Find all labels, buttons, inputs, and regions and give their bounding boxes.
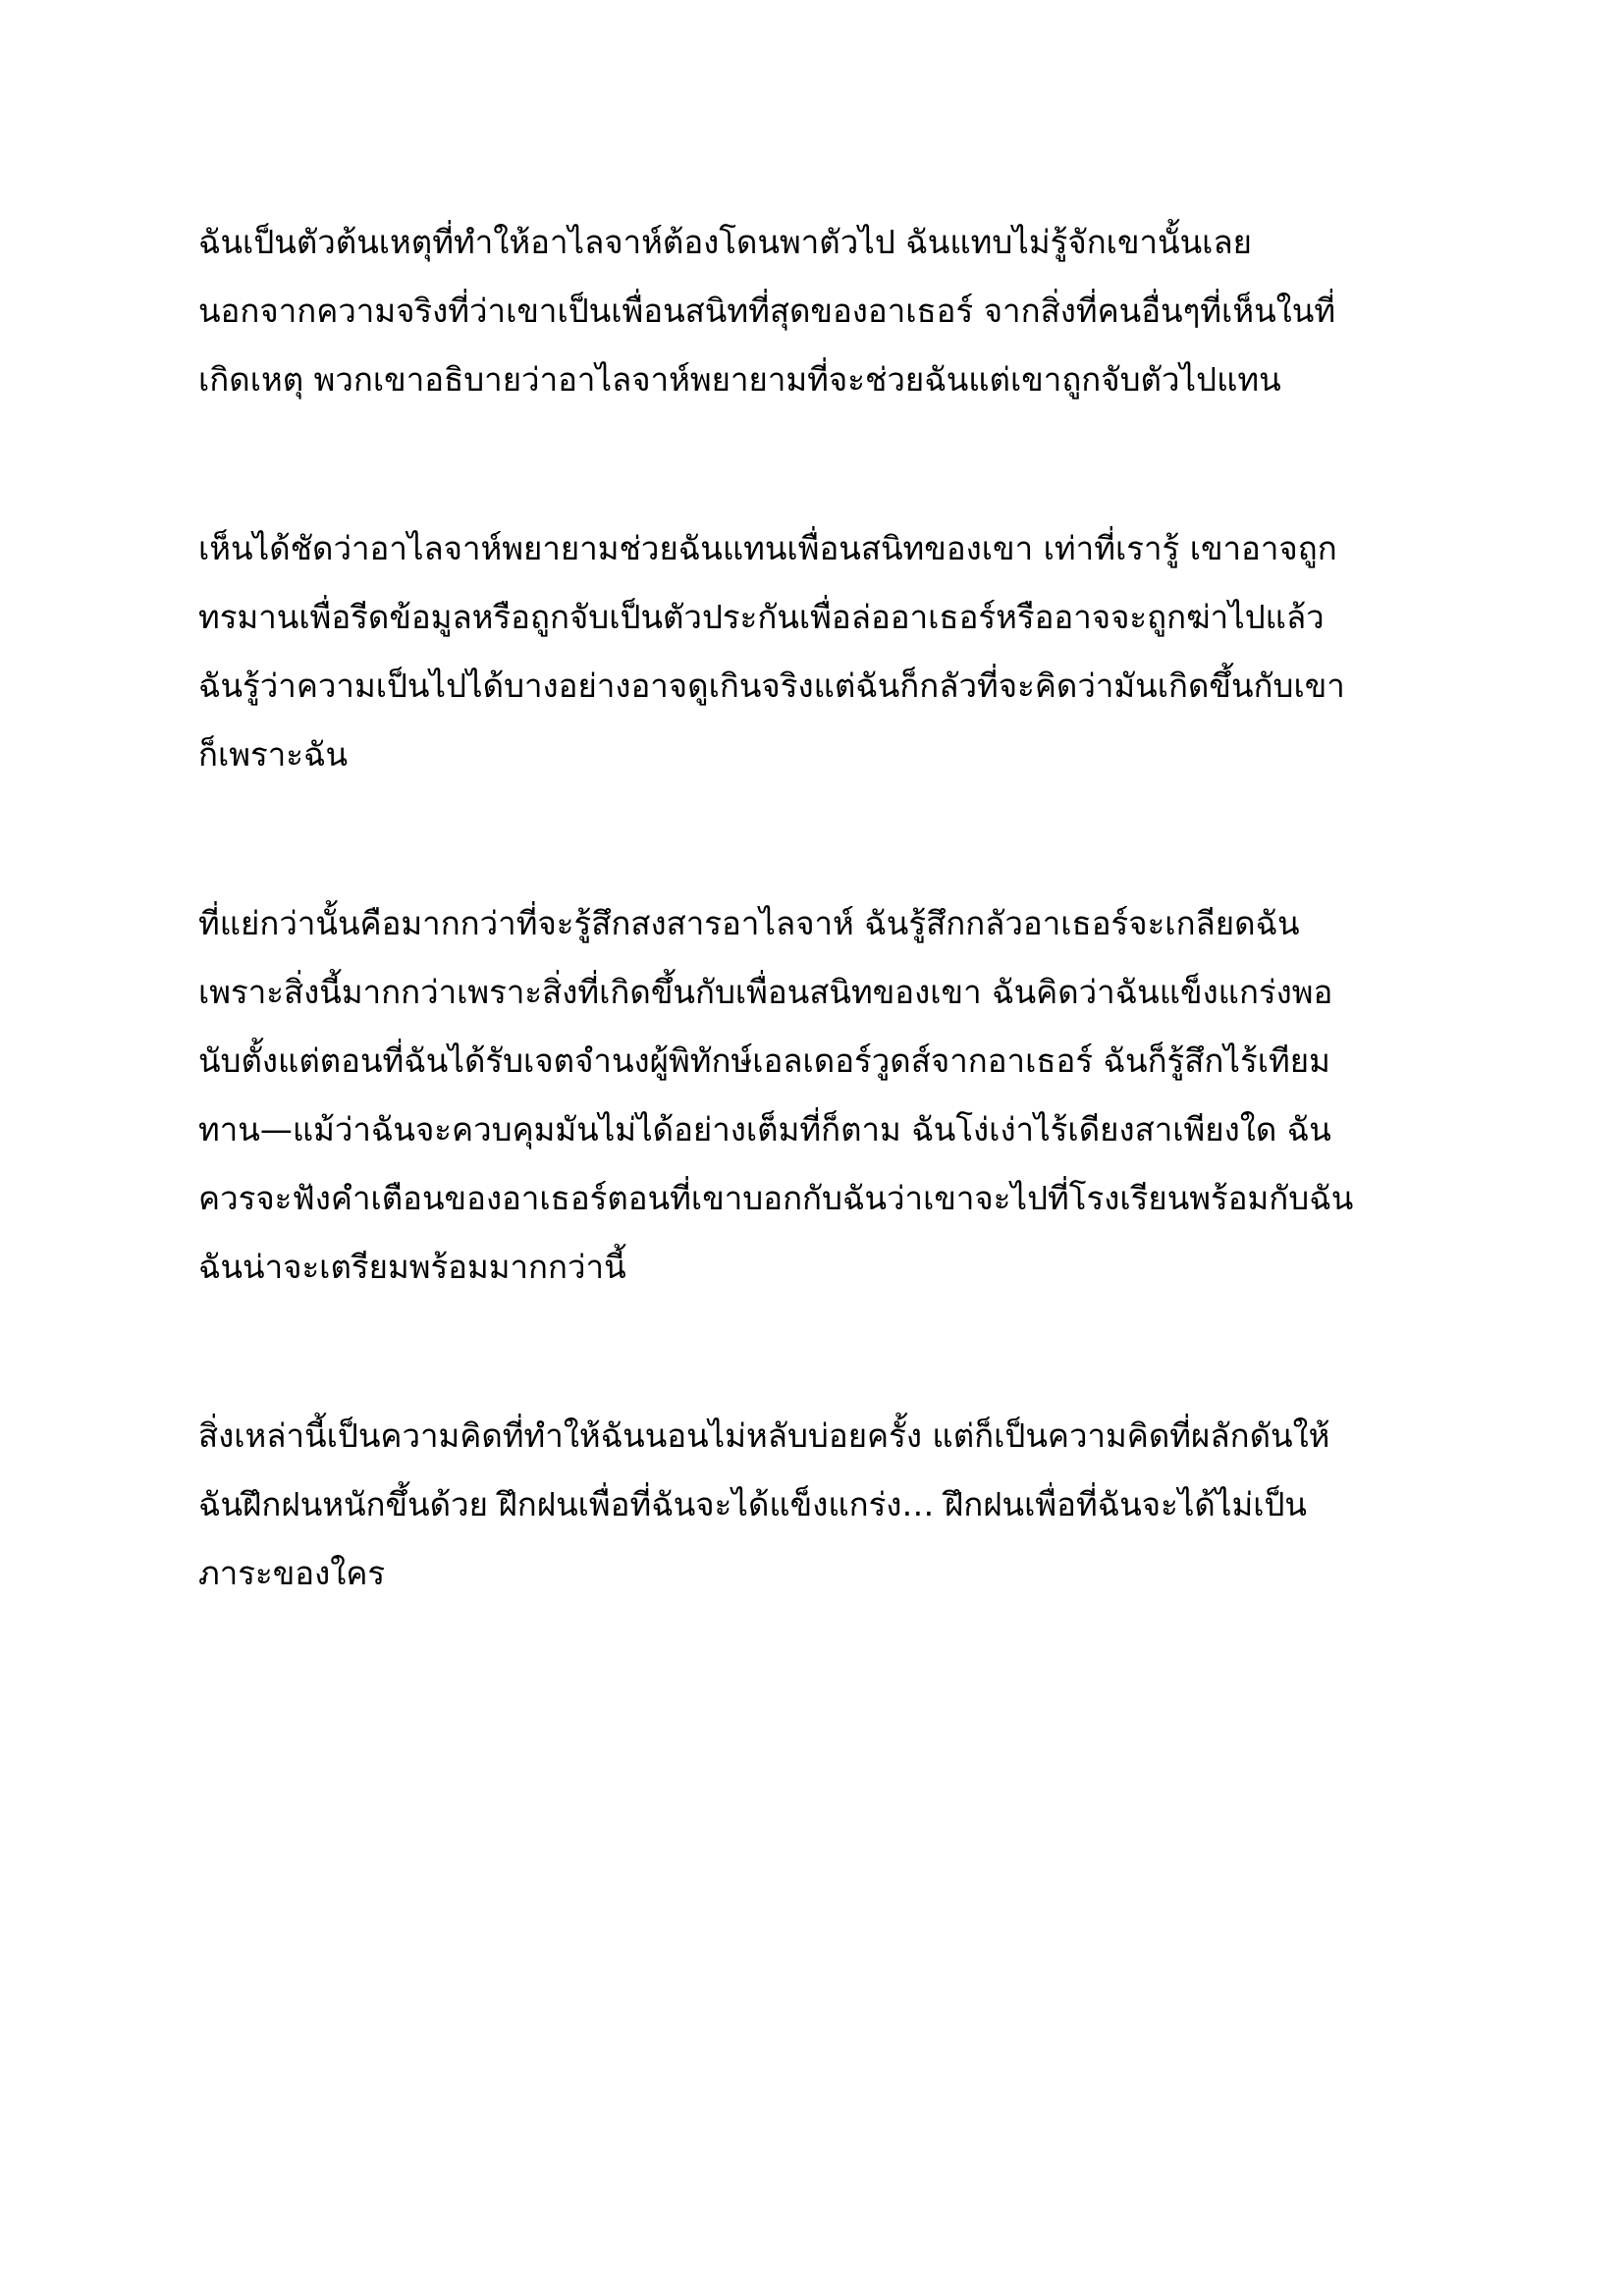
text-line: ที่แย่กว่านั้นคือมากกว่าที่จะรู้สึกสงสารอาไลจาห์ ฉันรู้สึกกลัวอาเธอร์จะเกลียดฉัน <box>198 904 1300 942</box>
body-text <box>198 208 1435 1708</box>
text-line: เห็นได้ชัดว่าอาไลจาห์พยายามช่วยฉันแทนเพื่อนสนิทของเขา เท่าที่เรารู้ เขาอาจถูก <box>198 529 1337 567</box>
text-line: เพราะสิ่งนี้มากกว่าเพราะสิ่งที่เกิดขึ้นกับเพื่อนสนิทของเขา ฉันคิดว่าฉันแข็งแกร่งพอ <box>198 973 1333 1011</box>
text-line: ฉันฝึกฝนหนักขึ้นด้วย ฝึกฝนเพื่อที่ฉันจะได้แข็งแกร่ง… ฝึกฝนเพื่อที่ฉันจะได้ไม่เป็น <box>198 1485 1307 1523</box>
text-line: ภาระของใคร <box>198 1554 386 1592</box>
paragraph-3 <box>198 889 1435 1302</box>
text-line: ทาน—แม้ว่าฉันจะควบคุมมันไม่ได้อย่างเต็มที่ก็ตาม ฉันโง่เง่าไร้เดียงสาเพียงใด ฉัน <box>198 1110 1331 1148</box>
text-line: นับตั้งแต่ตอนที่ฉันได้รับเจตจำนงผู้พิทักษ์เอลเดอร์วูดส์จากอาเธอร์ ฉันก็รู้สึกไร้เทียม <box>198 1041 1330 1080</box>
text-line: สิ่งเหล่านี้เป็นความคิดที่ทำให้ฉันนอนไม่หลับบ่อยครั้ง แต่ก็เป็นความคิดที่ผลักดันให้ <box>198 1416 1330 1455</box>
paragraph-4 <box>198 1402 1435 1608</box>
text-line: ฉันรู้ว่าความเป็นไปได้บางอย่างอาจดูเกินจริงแต่ฉันก็กลัวที่จะคิดว่ามันเกิดขึ้นกับเขา <box>198 667 1345 705</box>
text-line: ฉันเป็นตัวต้นเหตุที่ทำให้อาไลจาห์ต้องโดนพาตัวไป ฉันแทบไม่รู้จักเขานั้นเลย <box>198 223 1252 261</box>
paragraph-1 <box>198 208 1435 414</box>
text-line: ควรจะฟังคำเตือนของอาเธอร์ตอนที่เขาบอกกับฉันว่าเขาจะไปที่โรงเรียนพร้อมกับฉัน <box>198 1179 1354 1217</box>
text-line: นอกจากความจริงที่ว่าเขาเป็นเพื่อนสนิทที่สุดของอาเธอร์ จากสิ่งที่คนอื่นๆที่เห็นในที่ <box>198 292 1336 330</box>
paragraph-2 <box>198 514 1435 789</box>
text-line: เกิดเหตุ พวกเขาอธิบายว่าอาไลจาห์พยายามที่จะช่วยฉันแต่เขาถูกจับตัวไปแทน <box>198 360 1281 399</box>
text-line: ก็เพราะฉัน <box>198 735 349 774</box>
text-line: ทรมานเพื่อรีดข้อมูลหรือถูกจับเป็นตัวประกันเพื่อล่ออาเธอร์หรืออาจจะถูกฆ่าไปแล้ว <box>198 598 1325 636</box>
text-line: ฉันน่าจะเตรียมพร้อมมากกว่านี้ <box>198 1248 626 1286</box>
